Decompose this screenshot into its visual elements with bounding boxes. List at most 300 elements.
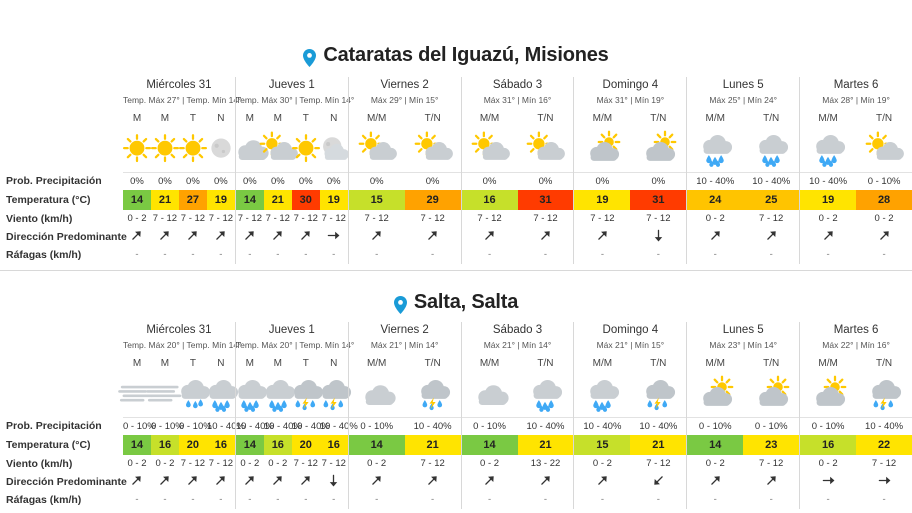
- slot-letter: M/M: [592, 113, 613, 124]
- slot-letter: T: [189, 113, 196, 124]
- day-name: Domingo 4: [602, 79, 659, 91]
- temperature-value: 14: [123, 435, 151, 455]
- gust-value: -: [600, 249, 604, 260]
- precipitation-value: 0%: [158, 176, 172, 187]
- gust-value: -: [191, 249, 195, 260]
- precipitation-value: 0%: [482, 176, 497, 187]
- wind-direction-ne-icon: [158, 228, 171, 243]
- slot-letters-row: [687, 356, 799, 371]
- wind-direction-ne-icon: [765, 228, 778, 243]
- gust-value: -: [487, 494, 492, 505]
- gust-value: -: [219, 494, 223, 505]
- precipitation-value: 10 - 40%: [583, 421, 622, 432]
- slot-letter: T: [302, 113, 309, 124]
- slot-letter: T/N: [424, 358, 441, 369]
- gust-value: -: [487, 249, 492, 260]
- wind-direction-ne-icon: [596, 228, 609, 243]
- precipitation-value: 10 - 40%: [752, 176, 791, 187]
- cloud-sun-icon: [574, 126, 630, 172]
- day-column[interactable]: [235, 322, 358, 509]
- day-column[interactable]: [348, 322, 461, 509]
- wind-direction-ne-icon: [186, 228, 199, 243]
- temperature-value: 16: [264, 435, 292, 455]
- row-label-0: Prob. Precipitación: [6, 420, 102, 432]
- day-column[interactable]: [461, 77, 574, 264]
- rain-icon: [743, 126, 799, 172]
- precipitation-row: [349, 417, 461, 435]
- wind-value: 0 - 2: [127, 213, 147, 224]
- wind-row: [462, 455, 574, 473]
- slot-letter: M/M: [818, 358, 838, 369]
- temperature-value: 22: [856, 435, 912, 455]
- gusts-row: [123, 491, 235, 509]
- row-label-1: Temperatura (°C): [6, 439, 91, 451]
- wind-direction-ne-icon: [271, 473, 284, 488]
- wind-row: [462, 210, 574, 228]
- day-name: Lunes 5: [722, 79, 764, 91]
- row-label-4: Ráfagas (km/h): [6, 494, 82, 506]
- page-title: Salta, Salta: [413, 291, 519, 313]
- slot-letters-row: [123, 356, 235, 371]
- rain-icon: [518, 371, 574, 417]
- slot-icons-row: [349, 126, 461, 172]
- temperature-row: [574, 190, 686, 210]
- day-name: Sábado 3: [492, 324, 543, 336]
- wind-direction-ne-icon: [709, 228, 722, 243]
- precipitation-value: 10 - 40%: [319, 421, 358, 432]
- temperature-value: 21: [405, 435, 461, 455]
- wind-row: [349, 210, 461, 228]
- precipitation-value: 10 - 40%: [639, 421, 678, 432]
- precipitation-row: [574, 172, 686, 190]
- temperature-value: 14: [123, 190, 151, 210]
- day-column[interactable]: [123, 322, 245, 509]
- temperature-value: 16: [800, 435, 856, 455]
- wind-row: [123, 210, 235, 228]
- wind-direction-e-icon: [822, 473, 835, 488]
- slot-letter: M/M: [479, 358, 500, 369]
- temperature-row: [574, 435, 686, 455]
- temperature-value: 21: [630, 435, 686, 455]
- precipitation-row: [462, 172, 574, 190]
- slot-icons-row: [462, 126, 574, 172]
- row-label-2: Viento (km/h): [6, 458, 73, 470]
- day-column[interactable]: [573, 77, 686, 264]
- wind-direction-ne-icon: [878, 228, 891, 243]
- slot-icons-row: [123, 371, 235, 417]
- sun-cloud-icon: [349, 126, 405, 172]
- temperature-row: [687, 190, 799, 210]
- slot-letters-row: [687, 111, 799, 126]
- wind-direction-row: [687, 473, 799, 491]
- gust-value: -: [304, 249, 308, 260]
- slot-icons-row: [574, 126, 686, 172]
- wind-value: 13 - 22: [530, 458, 561, 469]
- gusts-row: [236, 246, 348, 264]
- wind-value: 7 - 12: [180, 458, 206, 469]
- day-minmax-temps: Máx 22° | Mín 16°: [822, 340, 890, 350]
- wind-value: 7 - 12: [590, 213, 615, 224]
- wind-direction-ne-icon: [130, 228, 143, 243]
- wind-direction-row: [123, 473, 235, 491]
- wind-value: 7 - 12: [180, 213, 206, 224]
- temperature-row: [800, 190, 912, 210]
- slot-icons-row: [462, 371, 574, 417]
- day-minmax-temps: Máx 21° | Mín 14°: [370, 340, 439, 350]
- precipitation-value: 0 - 10%: [698, 421, 732, 432]
- precipitation-value: 0%: [538, 176, 553, 187]
- wind-direction-ne-icon: [186, 473, 199, 488]
- slot-icons-row: [349, 371, 461, 417]
- temperature-row: [236, 190, 348, 210]
- precipitation-value: 0 - 10%: [360, 421, 394, 432]
- slot-letter: M: [273, 358, 282, 369]
- slot-icons-row: [236, 126, 348, 172]
- storm-icon: [630, 371, 686, 417]
- wind-value: 0 - 2: [818, 213, 838, 224]
- gusts-row: [462, 246, 574, 264]
- wind-direction-ne-icon: [243, 228, 256, 243]
- temperature-value: 14: [236, 190, 264, 210]
- gust-value: -: [375, 249, 379, 260]
- row-label-3: Dirección Predominante: [6, 231, 127, 243]
- slot-letter: T/N: [763, 113, 780, 124]
- row-label-column: [0, 322, 127, 509]
- day-column[interactable]: [573, 322, 686, 509]
- temperature-row: [123, 435, 235, 455]
- temperature-value: 14: [687, 435, 743, 455]
- precipitation-value: 10 - 40%: [263, 421, 302, 432]
- wind-direction-ne-icon: [765, 473, 778, 488]
- temperature-value: 31: [518, 190, 574, 210]
- temperature-value: 25: [743, 190, 799, 210]
- precipitation-row: [123, 417, 245, 435]
- precipitation-value: 0%: [651, 176, 666, 187]
- wind-row: [574, 210, 686, 228]
- wind-value: 0 - 2: [705, 458, 725, 469]
- wind-value: 7 - 12: [420, 213, 445, 224]
- precipitation-row: [800, 417, 912, 435]
- precipitation-value: 0%: [214, 176, 228, 187]
- precipitation-row: [349, 172, 461, 190]
- gust-value: -: [826, 494, 830, 505]
- gust-value: -: [248, 249, 252, 260]
- wind-direction-ne-icon: [822, 228, 835, 243]
- day-column[interactable]: [461, 322, 574, 509]
- rain-icon: [574, 371, 630, 417]
- precipitation-row: [236, 172, 348, 190]
- slot-letters-row: [800, 111, 912, 126]
- temperature-value: 28: [856, 190, 912, 210]
- precipitation-value: 0%: [130, 176, 144, 187]
- precipitation-value: 0%: [369, 176, 384, 187]
- wind-row: [236, 210, 348, 228]
- wind-value: 0 - 2: [268, 458, 288, 469]
- precipitation-value: 0%: [326, 176, 341, 187]
- precipitation-value: 0 - 10%: [178, 421, 212, 432]
- slot-letter: T: [189, 358, 196, 369]
- day-column[interactable]: [686, 77, 799, 264]
- wind-value: 7 - 12: [293, 458, 318, 469]
- precipitation-row: [235, 417, 358, 435]
- day-minmax-temps: Máx 23° | Mín 14°: [709, 340, 778, 350]
- location-title-row: [0, 0, 912, 77]
- storm-icon: [856, 371, 912, 417]
- gust-value: -: [656, 494, 660, 505]
- slot-icons-row: [800, 126, 912, 172]
- cloud-icon: [349, 371, 405, 417]
- precipitation-value: 10 - 40%: [865, 421, 904, 432]
- slot-letter: T/N: [424, 113, 441, 124]
- wind-direction-sw-icon: [652, 473, 665, 488]
- forecast-grid: [0, 322, 912, 509]
- gust-value: -: [191, 494, 195, 505]
- sun-cloud-icon: [856, 126, 912, 172]
- gust-value: -: [304, 494, 308, 505]
- slot-letter: M/M: [366, 358, 387, 369]
- slot-letter: M/M: [705, 358, 725, 369]
- temperature-value: 20: [179, 435, 207, 455]
- gusts-row: [123, 246, 235, 264]
- slot-letters-row: [574, 111, 686, 126]
- gust-value: -: [135, 249, 139, 260]
- slot-letters-row: [800, 356, 912, 371]
- slot-letter: N: [217, 113, 225, 124]
- day-columns: [123, 77, 912, 264]
- wind-direction-ne-icon: [426, 228, 439, 243]
- slot-letter: T/N: [763, 358, 780, 369]
- slot-icons-row: [800, 371, 912, 417]
- gust-value: -: [543, 494, 548, 505]
- slot-letter: M: [245, 113, 255, 124]
- gust-value: -: [431, 494, 435, 505]
- slot-letters-row: [236, 111, 348, 126]
- wind-value: 7 - 12: [420, 458, 445, 469]
- wind-row: [800, 210, 912, 228]
- wind-direction-e-icon: [327, 228, 340, 243]
- wind-row: [349, 455, 461, 473]
- gusts-row: [687, 491, 799, 509]
- precipitation-value: 10 - 40%: [526, 421, 565, 432]
- wind-row: [123, 455, 235, 473]
- temperature-value: 19: [574, 190, 630, 210]
- slot-letter: M/M: [366, 113, 387, 124]
- gusts-row: [574, 246, 686, 264]
- precipitation-value: 0%: [425, 176, 440, 187]
- gust-value: -: [826, 249, 830, 260]
- wind-direction-row: [800, 228, 912, 246]
- day-column[interactable]: [123, 77, 242, 264]
- precipitation-row: [687, 417, 799, 435]
- temperature-value: 21: [151, 190, 179, 210]
- day-minmax-temps: Temp. Máx 30° | Temp. Mín 14°: [235, 95, 355, 105]
- cloud-sun-icon: [630, 126, 686, 172]
- gust-value: -: [332, 494, 336, 505]
- temperature-value: 16: [151, 435, 179, 455]
- slot-letters-row: [236, 356, 348, 371]
- precipitation-row: [123, 172, 235, 190]
- page-title: Cataratas del Iguazú, Misiones: [323, 44, 609, 66]
- wind-direction-row: [574, 228, 686, 246]
- temperature-row: [462, 190, 574, 210]
- slot-letters-row: [349, 111, 461, 126]
- wind-value: 7 - 12: [646, 458, 671, 469]
- sun-cloud-icon: [518, 126, 574, 172]
- precipitation-value: 10 - 40%: [413, 421, 452, 432]
- wind-direction-row: [236, 228, 348, 246]
- gusts-row: [687, 246, 799, 264]
- slot-letters-row: [349, 356, 461, 371]
- day-name: Miércoles 31: [146, 79, 212, 91]
- temperature-row: [800, 435, 912, 455]
- gust-value: -: [248, 494, 252, 505]
- wind-value: 0 - 2: [818, 458, 838, 469]
- wind-direction-ne-icon: [709, 473, 722, 488]
- gust-value: -: [769, 249, 773, 260]
- sun-cloud-icon: [462, 126, 518, 172]
- precipitation-value: 10 - 40%: [291, 421, 330, 432]
- slot-letter: T/N: [537, 358, 554, 369]
- wind-direction-ne-icon: [426, 473, 439, 488]
- gust-value: -: [163, 494, 167, 505]
- day-column[interactable]: [686, 322, 799, 509]
- wind-direction-ne-icon: [483, 228, 496, 243]
- wind-direction-e-icon: [878, 473, 891, 488]
- wind-value: 7 - 12: [321, 458, 346, 469]
- location-pin-icon: [394, 296, 407, 314]
- forecast-block: [0, 271, 912, 509]
- wind-direction-ne-icon: [539, 473, 552, 488]
- rain-icon: [800, 126, 856, 172]
- wind-direction-s-icon: [652, 228, 665, 243]
- slot-letter: T/N: [876, 113, 893, 124]
- gusts-row: [800, 246, 912, 264]
- wind-direction-ne-icon: [214, 228, 227, 243]
- slot-letter: T/N: [537, 113, 554, 124]
- moon-cloud-icon: [320, 126, 348, 172]
- wind-value: 0 - 2: [480, 458, 500, 469]
- slot-icons-row: [574, 371, 686, 417]
- wind-value: 0 - 2: [874, 213, 894, 224]
- location-pin-icon: [303, 49, 316, 67]
- gust-value: -: [163, 249, 167, 260]
- slot-letter: M/M: [592, 358, 613, 369]
- precipitation-value: 0 - 10%: [811, 421, 845, 432]
- gust-value: -: [882, 249, 886, 260]
- day-name: Martes 6: [833, 324, 879, 336]
- gust-value: -: [600, 494, 604, 505]
- row-label-0: Prob. Precipitación: [6, 175, 102, 187]
- day-column[interactable]: [235, 77, 355, 264]
- location-title-row: [0, 271, 912, 322]
- temperature-value: 15: [349, 190, 405, 210]
- precipitation-value: 0 - 10%: [473, 421, 506, 432]
- precipitation-row: [800, 172, 912, 190]
- wind-row: [574, 455, 686, 473]
- temperature-value: 30: [292, 190, 320, 210]
- precipitation-value: 0%: [595, 176, 610, 187]
- temperature-value: 19: [207, 190, 235, 210]
- day-minmax-temps: Máx 31° | Mín 19°: [596, 95, 665, 105]
- gust-value: -: [769, 494, 773, 505]
- temperature-value: 27: [179, 190, 207, 210]
- gust-value: -: [431, 249, 435, 260]
- temperature-value: 16: [462, 190, 518, 210]
- precipitation-value: 0%: [270, 176, 285, 187]
- wind-direction-row: [687, 228, 799, 246]
- gust-value: -: [219, 249, 223, 260]
- gust-value: -: [543, 249, 548, 260]
- wind-value: 7 - 12: [208, 458, 234, 469]
- cloud-icon: [462, 371, 518, 417]
- wind-direction-row: [349, 228, 461, 246]
- day-minmax-temps: Temp. Máx 20° | Temp. Mín 14°: [123, 340, 242, 350]
- day-column[interactable]: [799, 322, 912, 509]
- wind-value: 0 - 2: [367, 458, 387, 469]
- temperature-value: 21: [264, 190, 292, 210]
- temperature-row: [349, 190, 461, 210]
- day-column[interactable]: [799, 77, 912, 264]
- precipitation-value: 10 - 40%: [809, 176, 848, 187]
- wind-value: 7 - 12: [293, 213, 318, 224]
- slot-letter: T/N: [650, 113, 667, 124]
- slot-letter: T/N: [876, 358, 893, 369]
- wind-direction-row: [462, 473, 574, 491]
- day-minmax-temps: Temp. Máx 20° | Temp. Mín 14°: [235, 340, 355, 350]
- temperature-value: 15: [574, 435, 630, 455]
- wind-value: 7 - 12: [759, 213, 784, 224]
- wind-row: [687, 210, 799, 228]
- temperature-row: [123, 190, 235, 210]
- gust-value: -: [713, 249, 717, 260]
- temperature-row: [349, 435, 461, 455]
- wind-value: 7 - 12: [646, 213, 671, 224]
- wind-value: 7 - 12: [533, 213, 558, 224]
- wind-value: 0 - 2: [592, 458, 612, 469]
- slot-letters-row: [123, 111, 235, 126]
- precipitation-row: [574, 417, 686, 435]
- precipitation-value: 0%: [242, 176, 257, 187]
- gust-value: -: [882, 494, 886, 505]
- gust-value: -: [332, 249, 336, 260]
- day-columns: [123, 322, 912, 509]
- wind-direction-row: [800, 473, 912, 491]
- wind-value: 7 - 12: [265, 213, 290, 224]
- day-name: Sábado 3: [492, 79, 543, 91]
- day-minmax-temps: Máx 25° | Mín 24°: [709, 95, 778, 105]
- temperature-value: 31: [630, 190, 686, 210]
- slot-icons-row: [236, 371, 348, 417]
- day-column[interactable]: [348, 77, 461, 264]
- precipitation-value: 10 - 40%: [206, 421, 245, 432]
- day-name: Martes 6: [833, 79, 879, 91]
- gusts-row: [236, 491, 348, 509]
- temperature-value: 24: [687, 190, 743, 210]
- temperature-row: [236, 435, 348, 455]
- gusts-row: [349, 491, 461, 509]
- day-minmax-temps: Máx 28° | Mín 19°: [822, 95, 890, 105]
- slot-letter: M: [245, 358, 255, 369]
- temperature-row: [687, 435, 799, 455]
- row-label-1: Temperatura (°C): [6, 194, 91, 206]
- wind-row: [687, 455, 799, 473]
- temperature-value: 16: [320, 435, 348, 455]
- wind-direction-ne-icon: [214, 473, 227, 488]
- wind-value: 7 - 12: [152, 213, 178, 224]
- gust-value: -: [135, 494, 139, 505]
- wind-value: 7 - 12: [321, 213, 346, 224]
- wind-direction-row: [349, 473, 461, 491]
